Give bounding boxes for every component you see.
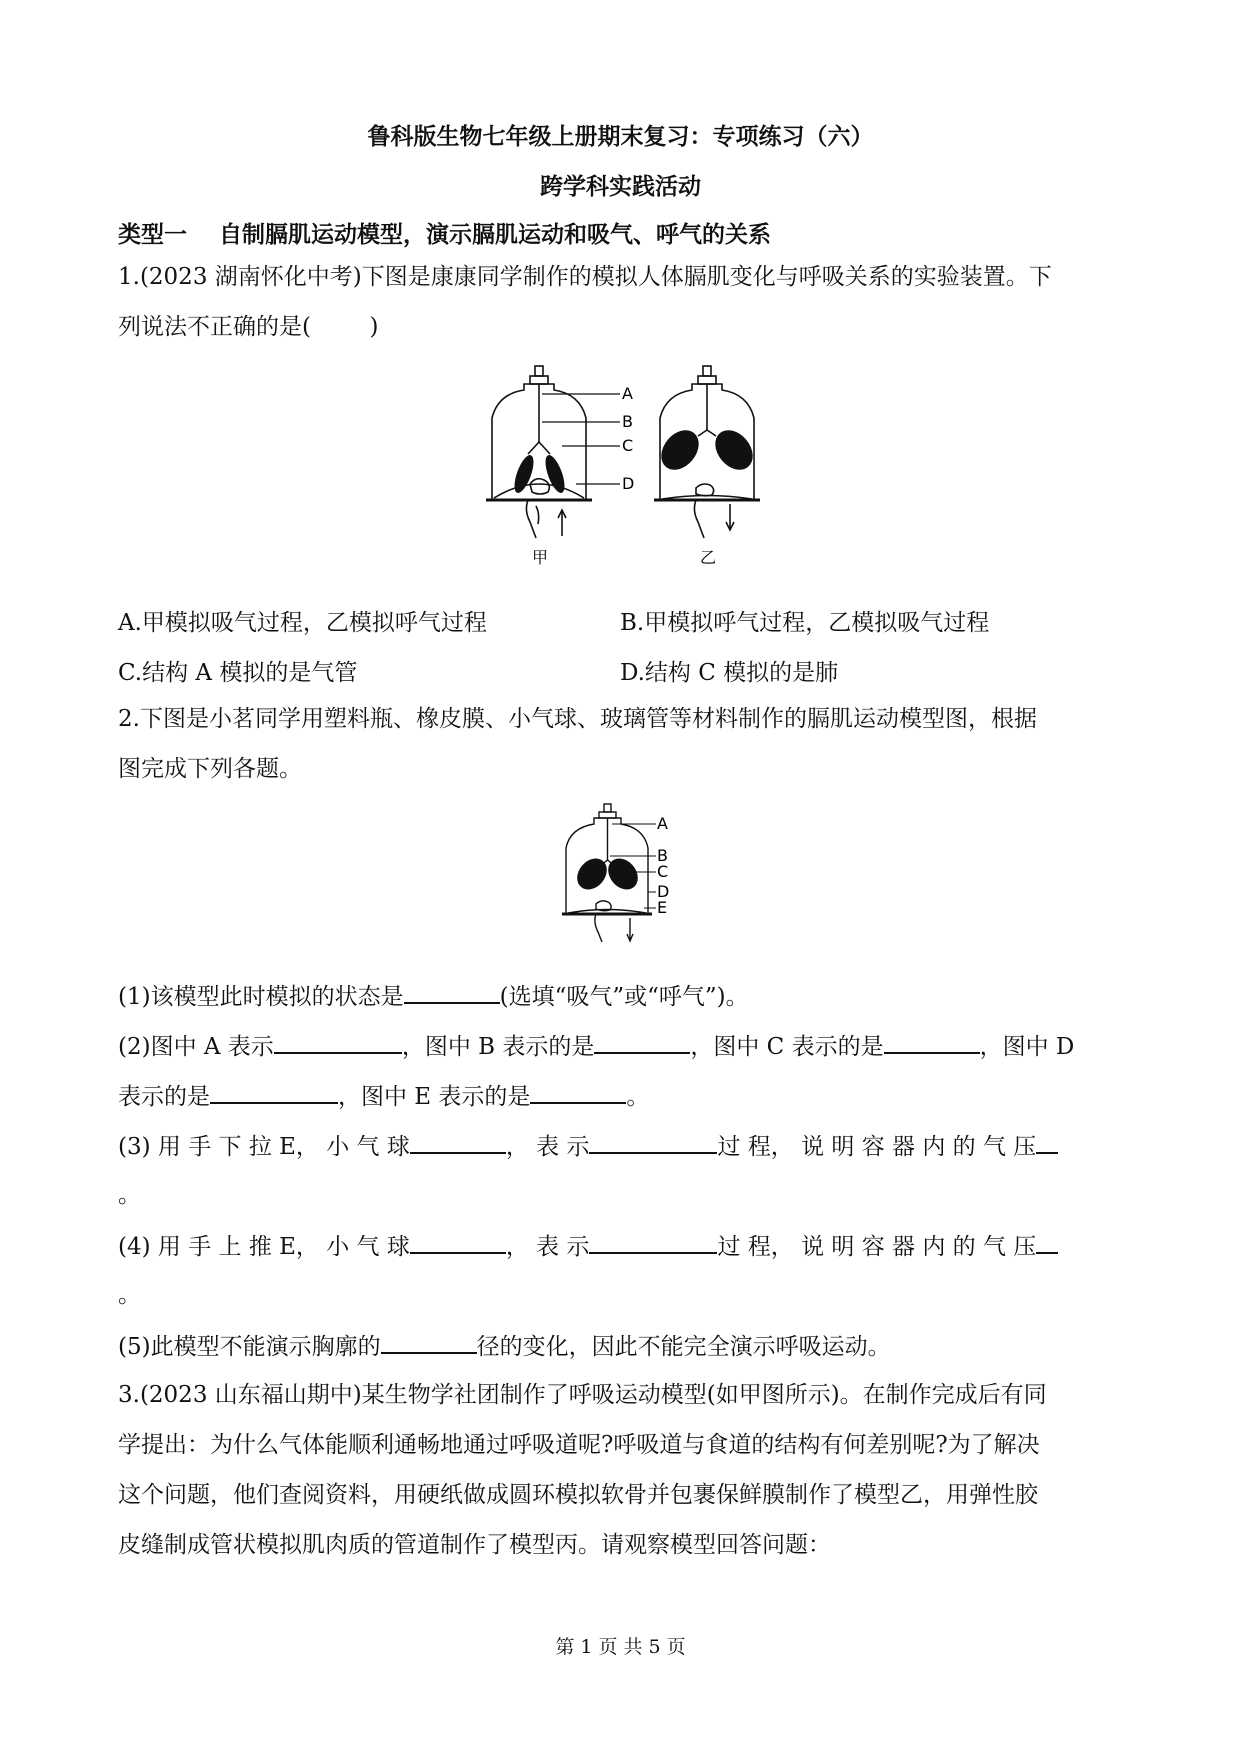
q2-blank-2c[interactable] bbox=[884, 1030, 980, 1054]
q1-option-b[interactable]: B.甲模拟呼气过程，乙模拟吸气过程 bbox=[620, 610, 990, 636]
fig1-label-a: A bbox=[622, 384, 633, 403]
q3-stem-line3: 这个问题，他们查阅资料，用硬纸做成圆环模拟软骨并包裹保鲜膜制作了模型乙，用弹性胶 bbox=[118, 1482, 1038, 1508]
q2-part5: (5)此模型不能演示胸廓的 径的变化，因此不能完全演示呼吸运动。 bbox=[118, 1330, 1128, 1362]
q2-blank-4a[interactable] bbox=[410, 1230, 506, 1254]
fig2-label-e: E bbox=[657, 898, 668, 917]
q2-part3-end: 。 bbox=[118, 1182, 141, 1208]
bell-jar-left bbox=[486, 366, 592, 538]
q2-part1: (1)该模型此时模拟的状态是 (选填“吸气”或“呼气”)。 bbox=[118, 980, 1128, 1012]
q1-option-a[interactable]: A.甲模拟吸气过程，乙模拟呼气过程 bbox=[118, 610, 487, 636]
q2-blank-4b[interactable] bbox=[589, 1230, 717, 1254]
fig2-label-c: C bbox=[657, 862, 669, 881]
q2-figure bbox=[560, 800, 690, 950]
page-subtitle: 跨学科实践活动 bbox=[540, 174, 701, 200]
page-title: 鲁科版生物七年级上册期末复习：专项练习（六） bbox=[367, 124, 874, 150]
fig2-label-b: B bbox=[657, 846, 668, 865]
q3-stem-line4: 皮缝制成管状模拟肌肉质的管道制作了模型丙。请观察模型回答问题： bbox=[118, 1532, 831, 1558]
q2-part2-line2: 表示的是 ，图中 E 表示的是 。 bbox=[118, 1080, 1128, 1112]
fig1-label-d: D bbox=[622, 474, 635, 493]
q2-part2-line1: (2)图中 A 表示 ，图中 B 表示的是 ，图中 C 表示的是 ，图中 D bbox=[118, 1030, 1128, 1062]
q2-blank-4c[interactable] bbox=[1036, 1230, 1058, 1254]
q2-blank-1[interactable] bbox=[404, 980, 500, 1004]
q2-blank-2d[interactable] bbox=[210, 1080, 338, 1104]
q1-figure bbox=[480, 358, 780, 568]
fig1-label-c: C bbox=[622, 436, 634, 455]
q2-part3: (3) 用 手 下 拉 E， 小 气 球 ， 表 示 过 程， 说 明 容 器 内 的 气 压 bbox=[118, 1130, 1128, 1162]
q1-stem-line1: 1.(2023 湖南怀化中考)下图是康康同学制作的模拟人体膈肌变化与呼吸关系的实验装置。下 bbox=[118, 264, 1052, 290]
q2-blank-3b[interactable] bbox=[589, 1130, 717, 1154]
q2-stem-line1: 2.下图是小茗同学用塑料瓶、橡皮膜、小气球、玻璃管等材料制作的膈肌运动模型图，根据 bbox=[118, 706, 1037, 732]
fig1-caption-right: 乙 bbox=[700, 548, 717, 567]
balloon-q2-1 bbox=[571, 853, 613, 896]
balloon-right-1 bbox=[654, 423, 707, 477]
fig2-label-d: D bbox=[657, 882, 670, 901]
q2-blank-2a[interactable] bbox=[274, 1030, 402, 1054]
balloon-q2-2 bbox=[602, 853, 644, 896]
q2-blank-5[interactable] bbox=[381, 1330, 477, 1354]
q2-stem-line2: 图完成下列各题。 bbox=[118, 756, 302, 782]
page-footer: 第 1 页 共 5 页 bbox=[555, 1636, 686, 1658]
q1-stem-line2: 列说法不正确的是( ) bbox=[118, 314, 379, 340]
fig1-caption-left: 甲 bbox=[532, 548, 549, 567]
balloon-right-2 bbox=[708, 423, 761, 477]
q3-stem-line2: 学提出：为什么气体能顺利通畅地通过呼吸道呢?呼吸道与食道的结构有何差别呢?为了解决 bbox=[118, 1432, 1040, 1458]
section-heading: 类型一 自制膈肌运动模型，演示膈肌运动和吸气、呼气的关系 bbox=[118, 222, 772, 248]
q3-stem-line1: 3.(2023 山东福山期中)某生物学社团制作了呼吸运动模型(如甲图所示)。在制作完成后有同 bbox=[118, 1382, 1047, 1408]
q1-option-c[interactable]: C.结构 A 模拟的是气管 bbox=[118, 660, 358, 686]
q2-blank-3a[interactable] bbox=[410, 1130, 506, 1154]
q2-part4-end: 。 bbox=[118, 1282, 141, 1308]
q2-blank-3c[interactable] bbox=[1036, 1130, 1058, 1154]
fig2-label-a: A bbox=[657, 814, 668, 833]
fig1-label-b: B bbox=[622, 412, 633, 431]
q2-blank-2e[interactable] bbox=[530, 1080, 626, 1104]
q2-part4: (4) 用 手 上 推 E， 小 气 球 ， 表 示 过 程， 说 明 容 器 内 的 气 压 bbox=[118, 1230, 1128, 1262]
q2-blank-2b[interactable] bbox=[594, 1030, 690, 1054]
q1-option-d[interactable]: D.结构 C 模拟的是肺 bbox=[620, 660, 839, 686]
